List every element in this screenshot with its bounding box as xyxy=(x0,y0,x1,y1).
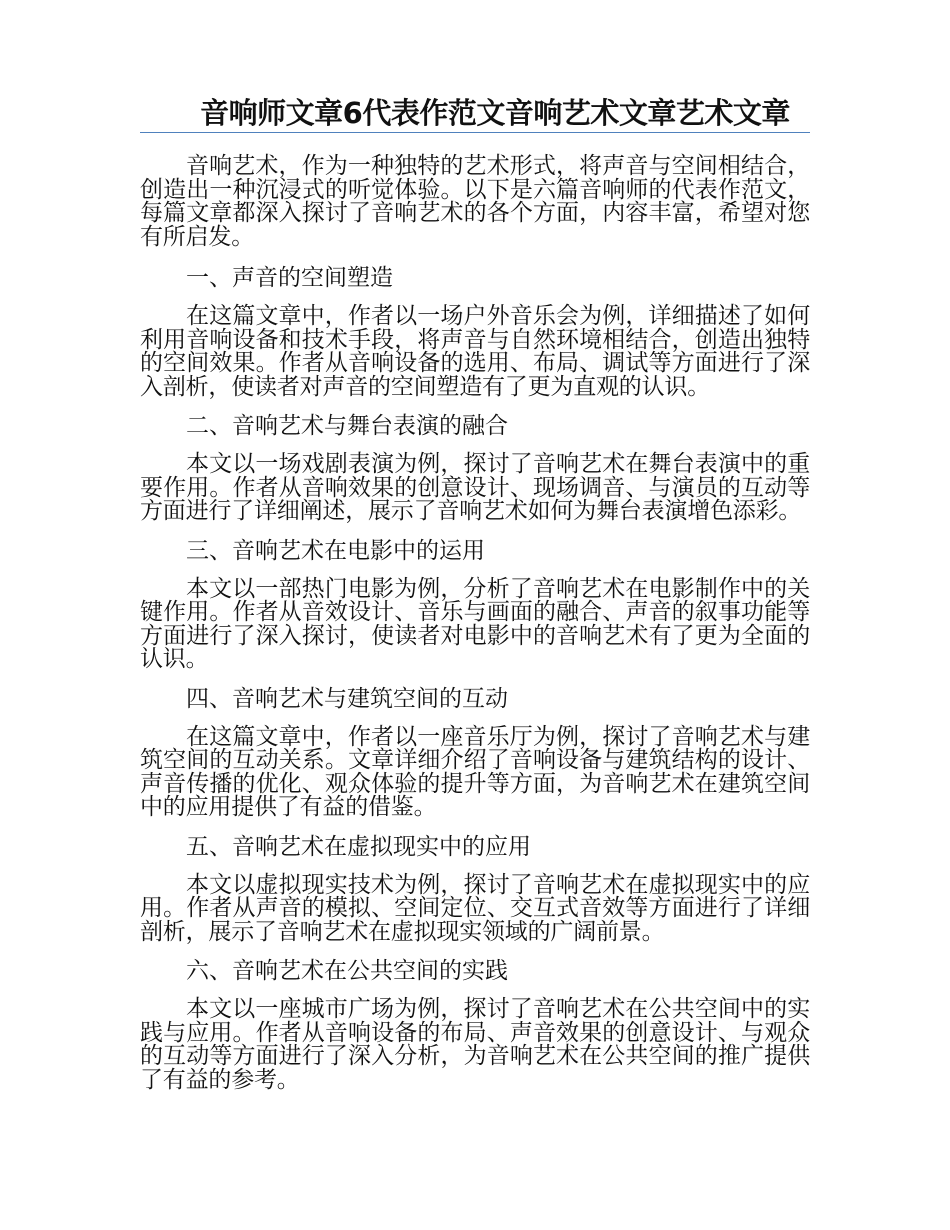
document-page xyxy=(140,96,810,1106)
section-2 xyxy=(140,413,810,524)
section-6 xyxy=(140,958,810,1092)
document-title: 音响师文章6代表作范文音响艺术文章艺术文章 xyxy=(200,96,790,130)
section-1 xyxy=(140,265,810,399)
section-body: 本文以一场戏剧表演为例，探讨了音响艺术在舞台表演中的重要作用。作者从音响效果的创意设计、现场调音、与演员的互动等方面进行了详细阐述，展示了音响艺术如何为舞台表演增色添彩。 xyxy=(140,451,810,524)
section-heading: 六、音响艺术在公共空间的实践 xyxy=(186,958,508,984)
section-body: 本文以一座城市广场为例，探讨了音响艺术在公共空间中的实践与应用。作者从音响设备的布局、声音效果的创意设计、与观众的互动等方面进行了深入分析，为音响艺术在公共空间的推广提供了有益的参考。 xyxy=(140,996,810,1093)
intro-paragraph: 音响艺术，作为一种独特的艺术形式，将声音与空间相结合，创造出一种沉浸式的听觉体验。以下是六篇音响师的代表作范文，每篇文章都深入探讨了音响艺术的各个方面，内容丰富，希望对您有所启发。 xyxy=(140,153,810,250)
section-heading: 四、音响艺术与建筑空间的互动 xyxy=(186,685,508,712)
section-4 xyxy=(140,686,810,820)
section-5 xyxy=(140,834,810,945)
section-body: 在这篇文章中，作者以一场户外音乐会为例，详细描述了如何利用音响设备和技术手段，将声音与自然环境相结合，创造出独特的空间效果。作者从音响设备的选用、布局、调试等方面进行了深入剖析，使读者对声音的空间塑造有了更为直观的认识。 xyxy=(140,303,810,400)
section-heading: 一、声音的空间塑造 xyxy=(186,265,393,291)
section-body: 本文以虚拟现实技术为例，探讨了音响艺术在虚拟现实中的应用。作者从声音的模拟、空间定位、交互式音效等方面进行了详细剖析，展示了音响艺术在虚拟现实领域的广阔前景。 xyxy=(140,871,810,945)
section-heading: 三、音响艺术在电影中的运用 xyxy=(186,537,485,564)
section-heading: 五、音响艺术在虚拟现实中的应用 xyxy=(186,833,531,860)
section-3 xyxy=(140,538,810,672)
section-body: 在这篇文章中，作者以一座音乐厅为例，探讨了音响艺术与建筑空间的互动关系。文章详细介绍了音响设备与建筑结构的设计、声音传播的优化、观众体验的提升等方面，为音响艺术在建筑空间中的应用提供了有益的借鉴。 xyxy=(140,723,810,820)
section-heading: 二、音响艺术与舞台表演的融合 xyxy=(186,413,508,439)
section-body: 本文以一部热门电影为例，分析了音响艺术在电影制作中的关键作用。作者从音效设计、音乐与画面的融合、声音的叙事功能等方面进行了深入探讨，使读者对电影中的音响艺术有了更为全面的认识。 xyxy=(140,575,810,672)
title-underline xyxy=(140,132,810,133)
